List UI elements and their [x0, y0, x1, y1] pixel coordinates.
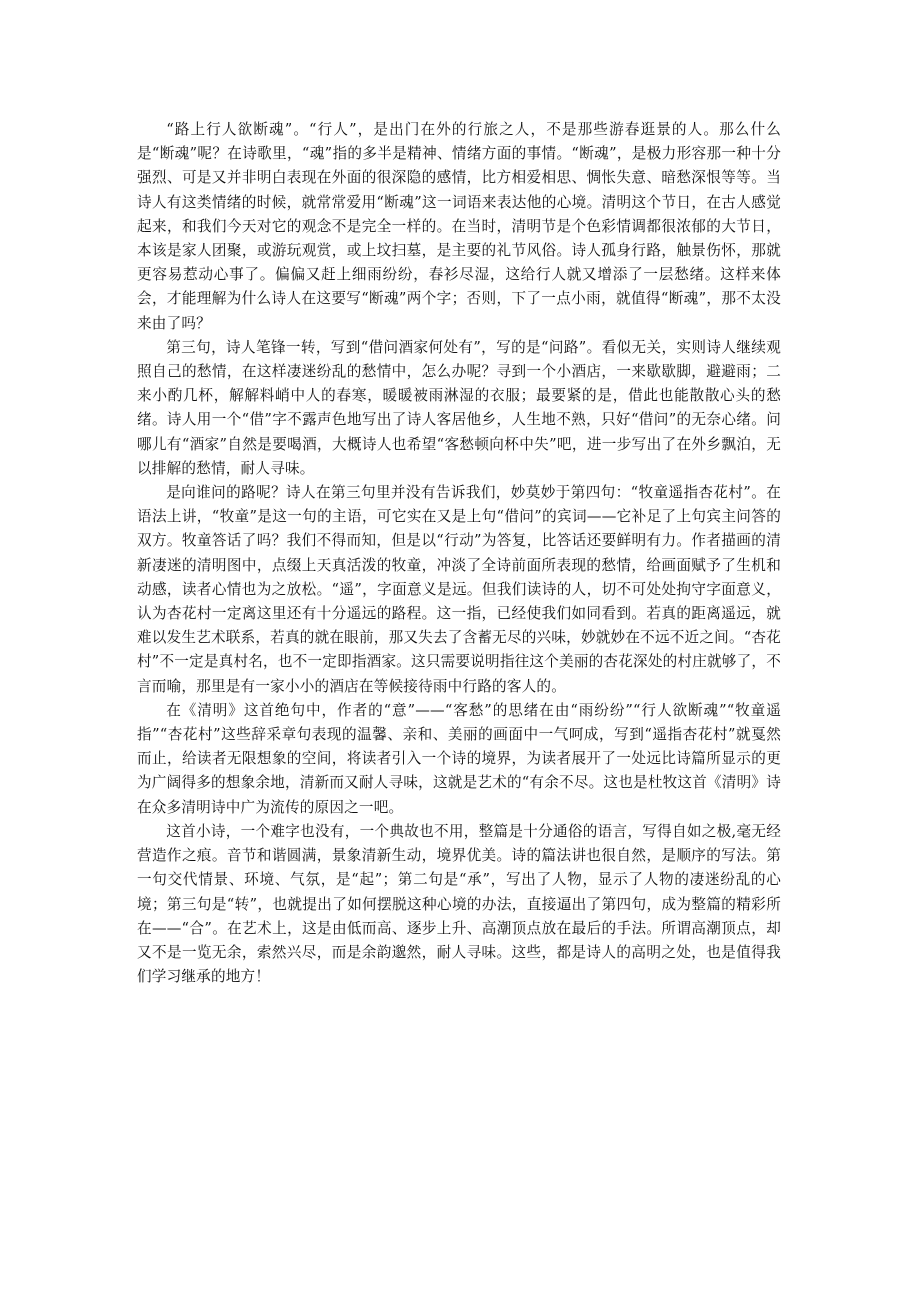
paragraph-1: “路上行人欲断魂”。“行人”，是出门在外的行旅之人，不是那些游春逛景的人。那么什么是“断魂”呢？在诗歌里，“魂”指的多半是精神、情绪方面的事情。“断魂”，是极力形容那一种十分强烈、可是又并非明白表现在外面的很深隐的感情，比方相爱相思、惆怅失意、暗愁深恨等等。当诗人有这类情绪的时候，就常常爱用“断魂”这一词语来表达他的心境。清明这个节日，在古人感觉起来，和我们今天对它的观念不是完全一样的。在当时，清明节是个色彩情调都很浓郁的大节日，本该是家人团聚，或游玩观赏，或上坟扫墓，是主要的礼节风俗。诗人孤身行路，触景伤怀，那就更容易惹动心事了。偏偏又赶上细雨纷纷，春衫尽湿，这给行人就又增添了一层愁绪。这样来体会，才能理解为什么诗人在这要写“断魂”两个字；否则，下了一点小雨，就值得“断魂”，那不太没来由了吗？: [137, 121, 781, 332]
paragraph-5: 这首小诗，一个难字也没有，一个典故也不用，整篇是十分通俗的语言，写得自如之极,毫无经营造作之痕。音节和谐圆满，景象清新生动，境界优美。诗的篇法讲也很自然，是顺序的写法。第一句交代情景、环境、气氛，是“起”；第二句是“承”，写出了人物，显示了人物的凄迷纷乱的心境；第三句是“转”，也就提出了如何摆脱这种心境的办法，直接逼出了第四句，成为整篇的精彩所在——“合”。在艺术上，这是由低而高、逐步上升、高潮顶点放在最后的手法。所谓高潮顶点，却又不是一览无余，索然兴尽，而是余韵邈然，耐人寻味。这些，都是诗人的高明之处，也是值得我们学习继承的地方！: [137, 822, 781, 986]
paragraph-2: 第三句，诗人笔锋一转，写到“借问酒家何处有”，写的是“问路”。看似无关，实则诗人继续观照自己的愁情，在这样凄迷纷乱的愁情中，怎么办呢？寻到一个小酒店，一来歇歇脚，避避雨；二来小酌几杯，解解料峭中人的春寒，暖暖被雨淋湿的衣服；最要紧的是，借此也能散散心头的愁绪。诗人用一个“借”字不露声色地写出了诗人客居他乡，人生地不熟，只好“借问”的无奈心绪。问哪儿有“酒家”自然是要喝酒，大概诗人也希望“客愁顿向杯中失”吧，进一步写出了在外乡飘泊，无以排解的愁情，耐人寻味。: [137, 338, 781, 477]
document-body: [137, 118, 781, 989]
paragraph-4: 在《清明》这首绝句中，作者的“意”——“客愁”的思绪在由“雨纷纷”“行人欲断魂”“牧童遥指”“杏花村”这些辞采章句表现的温馨、亲和、美丽的画面中一气呵成，写到“遥指杏花村”就戛然而止，给读者无限想象的空间，将读者引入一个诗的境界，为读者展开了一处远比诗篇所显示的更为广阔得多的想象余地，清新而又耐人寻味，这就是艺术的“有余不尽。这也是杜牧这首《清明》诗在众多清明诗中广为流传的原因之一吧。: [137, 701, 781, 816]
paragraph-3: 是向谁问的路呢？诗人在第三句里并没有告诉我们，妙莫妙于第四句：“牧童遥指杏花村”。在语法上讲，“牧童”是这一句的主语，可它实在又是上句“借问”的宾词——它补足了上句宾主问答的双方。牧童答话了吗？我们不得而知，但是以“行动”为答复，比答话还要鲜明有力。作者描画的清新凄迷的清明图中，点缀上天真活泼的牧童，冲淡了全诗前面所表现的愁情，给画面赋予了生机和动感，读者心情也为之放松。“遥”，字面意义是远。但我们读诗的人，切不可处处拘守字面意义，认为杏花村一定离这里还有十分遥远的路程。这一指，已经使我们如同看到。若真的距离遥远，就难以发生艺术联系，若真的就在眼前，那又失去了含蓄无尽的兴味，妙就妙在不远不近之间。“杏花村”不一定是真村名，也不一定即指酒家。这只需要说明指往这个美丽的杏花深处的村庄就够了，不言而喻，那里是有一家小小的酒店在等候接待雨中行路的客人的。: [137, 484, 781, 695]
